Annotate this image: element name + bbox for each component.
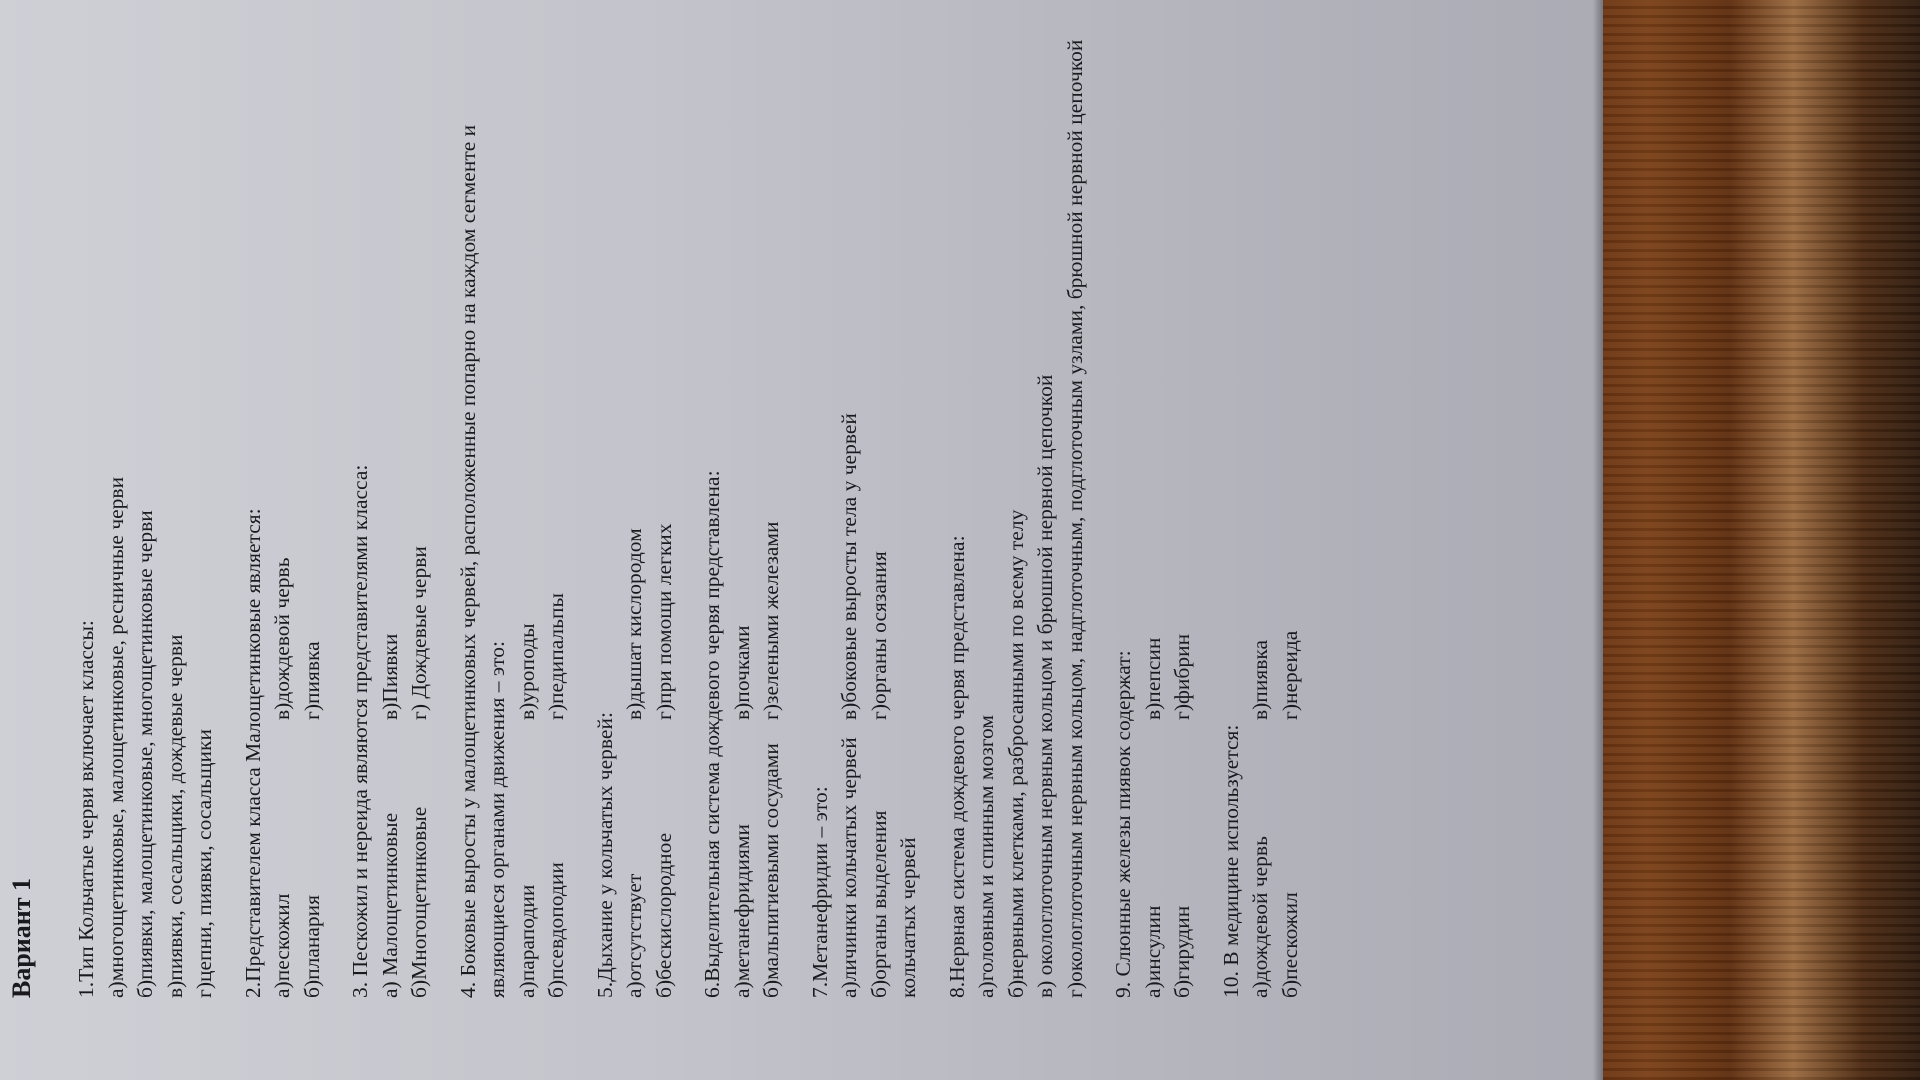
answer-row — [542, 8, 572, 998]
answer-option: г)пиявка — [299, 641, 324, 720]
answer-option: б)псевдоподии — [544, 862, 568, 998]
question-text: 10. В медицине используется: — [1218, 724, 1243, 998]
answer-option: а) Малощетинковые — [377, 812, 402, 998]
answer-row — [835, 8, 865, 998]
question-text: 6.Выделительная система дождевого червя представлена: — [700, 470, 724, 998]
question-9 — [1109, 8, 1198, 998]
answer-option: б)бескислородное — [651, 832, 676, 998]
answer-option: в)уроподы — [514, 623, 539, 720]
answer-option: г)цепни, пиявки, сосальщики — [192, 729, 216, 998]
answer-option: а)головным и спинным мозгом — [974, 715, 998, 998]
answer-row — [1139, 8, 1169, 998]
answer-option: г)окологлоточным нервным кольцом, надглоточным, подглоточным узлами, брюшной нервной цепочкой — [1062, 39, 1087, 998]
answer-option: б)пиявки, малощетинковые, многощетинковые черви — [133, 510, 157, 998]
answer-option: г)зелеными железами — [759, 521, 783, 720]
answer-row — [1168, 8, 1198, 998]
answer-option: б)гирудин — [1170, 905, 1194, 998]
answer-row — [405, 8, 435, 998]
answer-row — [298, 8, 328, 998]
answer-option: а)параподии — [514, 884, 539, 998]
answer-option: б)органы выделения кольчатых червей — [866, 810, 920, 998]
question-10 — [1217, 8, 1306, 998]
answer-option: в)пиявка — [1248, 639, 1272, 720]
question-text: 5.Дыхание у кольчатых червей: — [592, 712, 617, 998]
answer-option: в)почками — [729, 625, 754, 720]
answer-option: в)дышат кислородом — [622, 528, 646, 720]
answer-option: в) окологлоточным нервным кольцом и брюшной нервной цепочкой — [1033, 374, 1057, 998]
answer-row — [268, 8, 298, 998]
question-1 — [72, 8, 220, 998]
answer-row — [757, 8, 787, 998]
question-2 — [239, 8, 328, 998]
question-text: 8.Нервная система дождевого червя представлена: — [944, 535, 969, 998]
answer-row — [1276, 8, 1306, 998]
question-text: 4. Боковые выросты у малощетинковых червей, расположенные попарно на каждом сегменте и являющиеся органами движения – это: — [455, 124, 509, 998]
answer-option: г)нереида — [1277, 630, 1302, 720]
answer-option: а)личинки кольчатых червей — [837, 737, 861, 998]
answer-row — [620, 8, 650, 998]
answer-option: а)инсулин — [1140, 905, 1165, 998]
answer-option: в)пепсин — [1140, 637, 1165, 720]
variant-title: Вариант 1 — [7, 877, 36, 998]
answer-option: г)органы осязания — [866, 551, 891, 720]
question-7 — [806, 8, 924, 998]
answer-row — [865, 8, 924, 998]
answer-option: в)дождевой червь — [270, 557, 294, 720]
answer-option: г)фибрин — [1170, 633, 1194, 720]
question-text: 1.Тип Кольчатые черви включает классы: — [74, 620, 98, 998]
answer-row — [650, 8, 680, 998]
answer-row — [376, 8, 406, 998]
answer-option: б)планария — [299, 894, 324, 998]
answer-option: а)отсутствует — [622, 873, 646, 998]
answer-option: б)нервными клетками, разбросанными по всему телу — [1003, 509, 1028, 998]
question-6 — [698, 8, 787, 998]
question-8 — [943, 8, 1091, 998]
answer-option: г)при помощи легких — [651, 523, 676, 720]
answer-option: в)пиявки, сосальщики, дождевые черви — [162, 634, 187, 998]
answer-option: а)метанефридиями — [729, 824, 754, 998]
question-4 — [454, 8, 572, 998]
question-3 — [346, 8, 435, 998]
question-5 — [591, 8, 680, 998]
answer-option: а)многощетинковые, малощетинковые, ресничные черви — [103, 476, 128, 998]
answer-option: б)пескожил — [1277, 892, 1302, 998]
answer-option: а)пескожил — [270, 893, 294, 998]
sheet-content — [6, 8, 1324, 998]
wooden-table-edge — [1603, 0, 1920, 1080]
question-text: 9. Слюнные железы пиявок содержат: — [1111, 650, 1135, 998]
answer-row — [513, 8, 543, 998]
answer-option: а)дождевой червь — [1248, 836, 1272, 998]
answer-option: в)Пиявки — [377, 633, 402, 720]
answer-option: б)мальпигиевыми сосудами — [759, 743, 783, 998]
answer-option: б)Многощетинковые — [407, 806, 431, 998]
answer-row — [1246, 8, 1276, 998]
question-text: 7.Метанефридии – это: — [807, 786, 832, 998]
answer-option: г)педипальпы — [544, 593, 568, 720]
question-text: 2.Представителем класса Малощетинковые является: — [240, 508, 265, 998]
question-text: 3. Пескожил и нереида являются представителями класса: — [348, 464, 372, 998]
question-list — [72, 8, 1305, 998]
answer-row — [728, 8, 758, 998]
answer-option: г) Дождевые черви — [407, 546, 431, 720]
answer-option: в)боковые выросты тела у червей — [837, 413, 861, 720]
